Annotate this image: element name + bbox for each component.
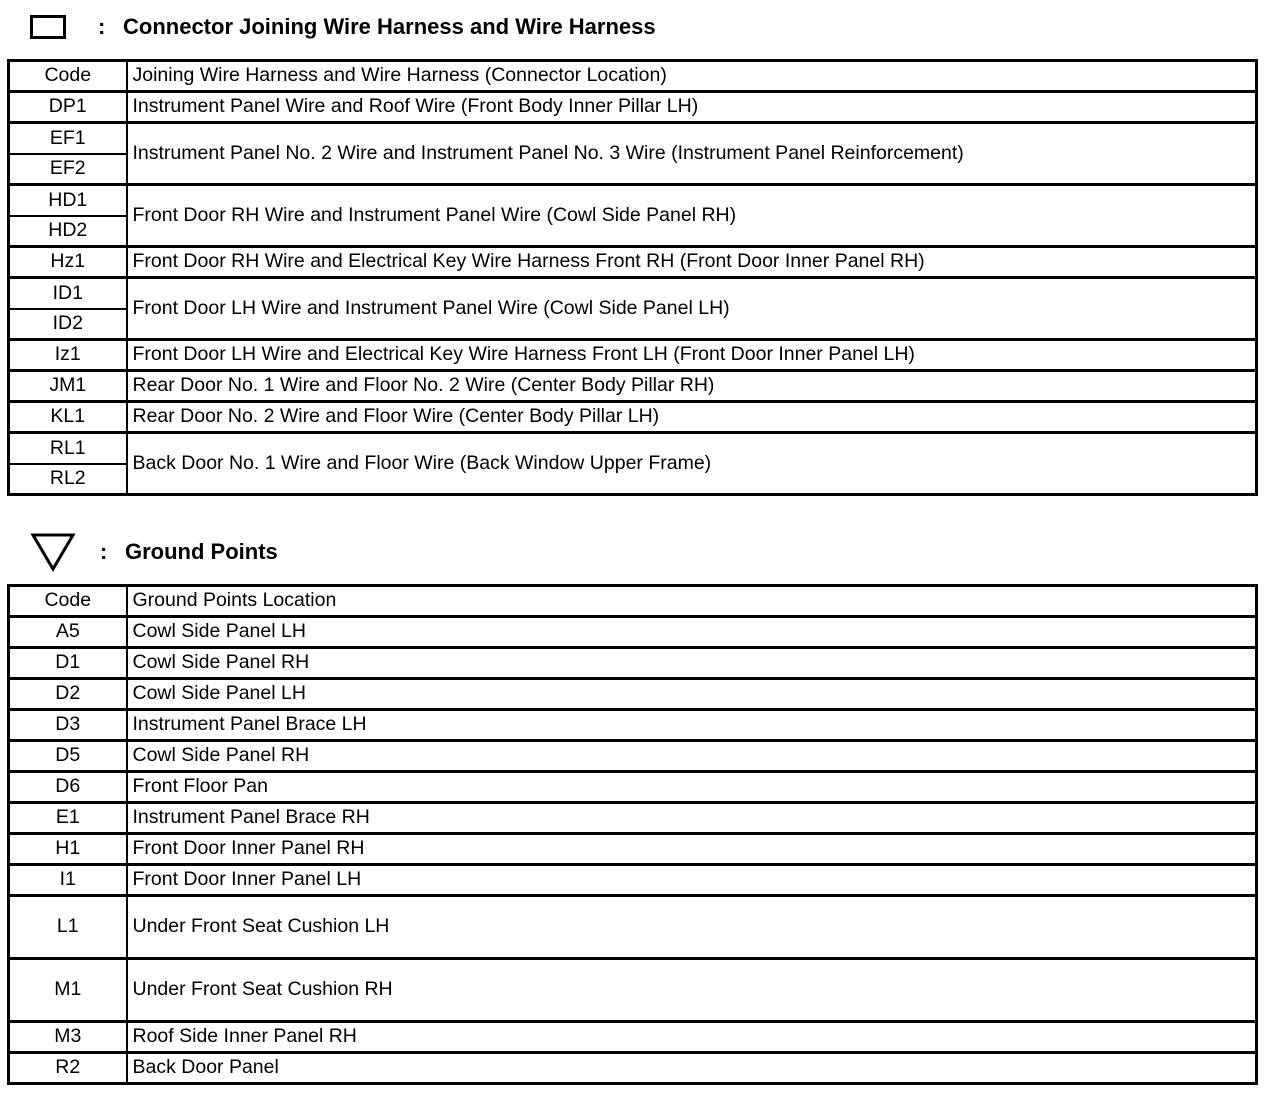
ground-desc-cell: Cowl Side Panel LH [127,679,1257,710]
connector-code-cell: EF1 [9,123,127,154]
ground-code-cell: D1 [9,648,127,679]
connector-desc-cell: Front Door RH Wire and Instrument Panel Wire (Cowl Side Panel RH) [127,185,1257,247]
connector-code-cell: RL1 [9,433,127,464]
ground-desc-cell: Back Door Panel [127,1053,1257,1084]
connector-desc-cell: Instrument Panel Wire and Roof Wire (Front Body Inner Pillar LH) [127,92,1257,123]
table-row [9,433,1257,464]
connector-table [7,59,1258,496]
ground-desc-cell: Instrument Panel Brace LH [127,710,1257,741]
ground-header-code: Code [9,586,127,617]
ground-desc-cell: Front Door Inner Panel RH [127,834,1257,865]
table-row [9,772,1257,803]
ground-code-cell: D2 [9,679,127,710]
connector-code-cell: Iz1 [9,340,127,371]
connector-section-title: Connector Joining Wire Harness and Wire Harness [123,14,656,39]
ground-section-title: Ground Points [125,539,278,564]
connector-desc-cell: Rear Door No. 2 Wire and Floor Wire (Center Body Pillar LH) [127,402,1257,433]
ground-code-cell: L1 [9,896,127,959]
ground-desc-cell: Cowl Side Panel RH [127,648,1257,679]
table-row [9,648,1257,679]
connector-header-desc: Joining Wire Harness and Wire Harness (Connector Location) [127,61,1257,92]
triangle-down-icon [30,532,76,572]
table-row [9,741,1257,772]
connector-code-cell: ID1 [9,278,127,309]
ground-table-header-row [9,586,1257,617]
ground-code-cell: M1 [9,959,127,1022]
table-row [9,865,1257,896]
table-row [9,803,1257,834]
ground-desc-cell: Front Floor Pan [127,772,1257,803]
connector-code-cell: JM1 [9,371,127,402]
table-row [9,959,1257,1022]
table-row [9,340,1257,371]
ground-colon: : [100,539,108,564]
ground-desc-cell: Front Door Inner Panel LH [127,865,1257,896]
ground-code-cell: R2 [9,1053,127,1084]
connector-code-cell: HD1 [9,185,127,216]
table-row [9,123,1257,154]
connector-desc-cell: Rear Door No. 1 Wire and Floor No. 2 Wire (Center Body Pillar RH) [127,371,1257,402]
table-row [9,896,1257,959]
ground-code-cell: D6 [9,772,127,803]
connector-desc-cell: Front Door RH Wire and Electrical Key Wire Harness Front RH (Front Door Inner Panel RH) [127,247,1257,278]
connector-code-cell: KL1 [9,402,127,433]
ground-code-cell: A5 [9,617,127,648]
table-row [9,247,1257,278]
ground-desc-cell: Cowl Side Panel RH [127,741,1257,772]
connector-desc-cell: Front Door LH Wire and Electrical Key Wire Harness Front LH (Front Door Inner Panel LH) [127,340,1257,371]
ground-code-cell: M3 [9,1022,127,1053]
connector-desc-cell: Instrument Panel No. 2 Wire and Instrument Panel No. 3 Wire (Instrument Panel Reinforcement) [127,123,1257,185]
connector-code-cell: ID2 [9,309,127,340]
connector-code-cell: DP1 [9,92,127,123]
connector-colon: : [98,14,106,39]
table-row [9,834,1257,865]
ground-desc-cell: Instrument Panel Brace RH [127,803,1257,834]
connector-table-header-row [9,61,1257,92]
table-row [9,278,1257,309]
table-row [9,617,1257,648]
connector-desc-cell: Front Door LH Wire and Instrument Panel Wire (Cowl Side Panel LH) [127,278,1257,340]
table-row [9,92,1257,123]
ground-code-cell: D5 [9,741,127,772]
ground-code-cell: I1 [9,865,127,896]
table-row [9,1022,1257,1053]
ground-code-cell: H1 [9,834,127,865]
ground-header-desc: Ground Points Location [127,586,1257,617]
table-row [9,710,1257,741]
table-row [9,371,1257,402]
ground-desc-cell: Roof Side Inner Panel RH [127,1022,1257,1053]
ground-desc-cell: Under Front Seat Cushion RH [127,959,1257,1022]
table-row [9,185,1257,216]
connector-section-header [30,7,656,47]
ground-code-cell: E1 [9,803,127,834]
table-row [9,402,1257,433]
table-row [9,679,1257,710]
connector-code-cell: HD2 [9,216,127,247]
connector-code-cell: EF2 [9,154,127,185]
ground-section-header [30,532,278,572]
square-box-icon [30,15,66,39]
ground-code-cell: D3 [9,710,127,741]
connector-desc-cell: Back Door No. 1 Wire and Floor Wire (Back Window Upper Frame) [127,433,1257,495]
ground-points-table [7,584,1258,1085]
ground-desc-cell: Under Front Seat Cushion LH [127,896,1257,959]
ground-desc-cell: Cowl Side Panel LH [127,617,1257,648]
connector-header-code: Code [9,61,127,92]
connector-code-cell: Hz1 [9,247,127,278]
table-row [9,1053,1257,1084]
connector-code-cell: RL2 [9,464,127,495]
